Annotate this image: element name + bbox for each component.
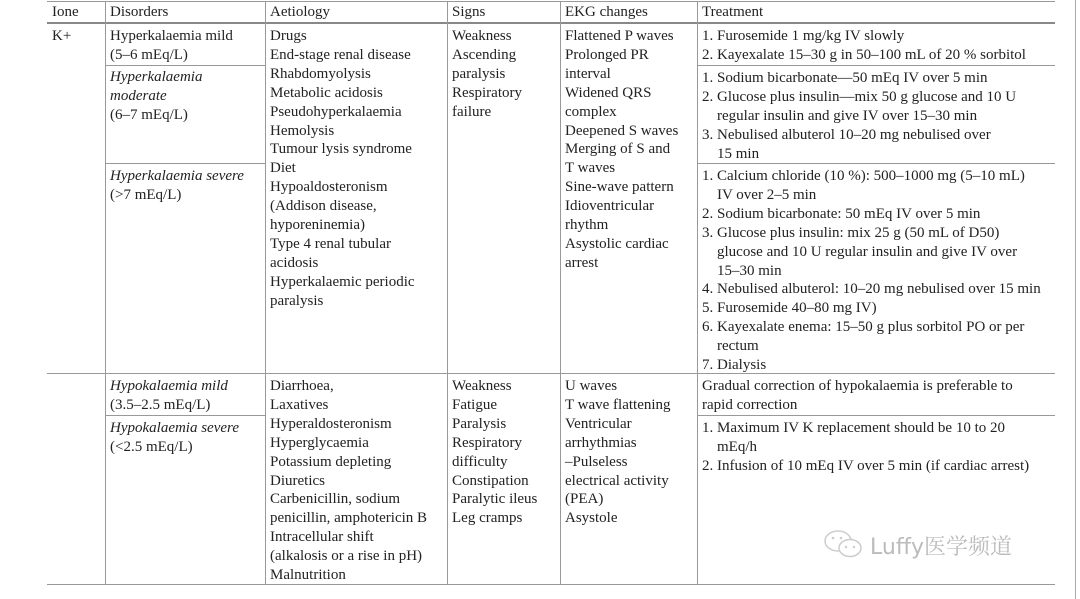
cell-line: Diarrhoea, [270,378,334,394]
disorder-hyper-severe [105,165,249,207]
hyper-treatment-mild [697,25,1031,67]
cell-line: 1. Calcium chloride (10 %): 500–1000 mg (5–10 mL) [702,168,1025,184]
cell-line: Drugs [270,28,307,44]
cell-line: Gradual correction of hypokalaemia is preferable to [702,378,1013,394]
cell-line: regular insulin and give IV over 15–30 min [717,107,978,124]
cell-line: T waves [565,160,616,177]
cell-line: 4. Nebulised albuterol: 10–20 mg nebulised over 15 min [702,281,1041,298]
cell-line: Weakness [452,378,512,394]
cell-line: Fatigue [452,396,497,413]
watermark [822,528,1012,562]
cell-line: Carbenicillin, sodium [270,491,400,508]
cell-line: Metabolic acidosis [270,84,383,101]
cell-line: complex [565,103,617,120]
disorder-hypo-severe [105,417,244,459]
cell-line: failure [452,103,492,120]
cell-line: 6. Kayexalate enema: 15–50 g plus sorbitol PO or per [702,319,1025,336]
cell-line: Hypoaldosteronism [270,179,388,196]
cell-line: Ascending [452,46,517,63]
header-rule [47,22,1055,24]
cell-line: U waves [565,378,618,394]
disorder-range: (3.5–2.5 mEq/L) [110,396,211,413]
disorder-hyper-mild [105,25,238,67]
cell-line: 15 min [717,145,760,162]
cell-line: End-stage renal disease [270,46,411,63]
cell-line: Pseudohyperkalaemia [270,103,402,120]
cell-line: hyporeninemia) [270,217,365,234]
cell-line: Rhabdomyolysis [270,65,371,82]
disorder-range: (<2.5 mEq/L) [110,438,193,455]
cell-line: Leg cramps [452,510,523,527]
cell-line: rapid correction [702,396,798,413]
cell-line: Laxatives [270,396,329,413]
hyper-aetiology [265,25,420,313]
cell-line: Type 4 renal tubular [270,235,391,252]
cell-line: paralysis [270,292,324,309]
cell-line: T wave flattening [565,396,671,413]
disorder-range: (6–7 mEq/L) [110,106,188,123]
cell-line: Hyperglycaemia [270,434,369,451]
cell-line: Intracellular shift [270,529,374,546]
header-aetiology: Aetiology [270,4,330,20]
disorder-hypo-mild [105,375,233,417]
cell-line: Potassium depleting [270,453,392,470]
cell-line: 1. Furosemide 1 mg/kg IV slowly [702,28,905,44]
cell-line: arrest [565,254,599,271]
cell-line: Widened QRS [565,84,652,101]
cell-line: 2. Sodium bicarbonate: 50 mEq IV over 5 min [702,205,981,222]
cell-line: Flattened P waves [565,28,674,44]
cell-line: 5. Furosemide 40–80 mg IV) [702,300,877,317]
hyper-ekg [560,25,683,275]
cell-line: rhythm [565,217,609,234]
cell-line: (PEA) [565,491,604,508]
disorder-range: (5–6 mEq/L) [110,46,188,63]
subrow-divider [105,163,265,164]
cell-line: difficulty [452,453,508,470]
hyper-treatment-severe [697,165,1046,377]
cell-line: acidosis [270,254,319,271]
header-ekg: EKG changes [565,4,648,20]
hyper-treatment-moderate [697,67,1021,166]
cell-line: Sine-wave pattern [565,179,674,196]
cell-line: rectum [717,338,759,355]
cell-line: Weakness [452,28,512,44]
cell-line: IV over 2–5 min [717,186,817,203]
ion-label: K+ [52,28,72,44]
hyper-signs [447,25,527,124]
cell-line: interval [565,65,611,82]
cell-line: 1. Sodium bicarbonate—50 mEq IV over 5 min [702,70,988,86]
hypo-treatment-severe [697,417,1034,478]
cell-line: Respiratory [452,84,522,101]
watermark-text: Luffy医学频道 [870,534,1012,560]
cell-line: 2. Glucose plus insulin—mix 50 g glucose and 10 U [702,88,1017,105]
cell-line: Hyperkalaemic periodic [270,273,415,290]
cell-line: Deepened S waves [565,122,679,139]
cell-line: paralysis [452,65,506,82]
cell-line: Constipation [452,472,529,489]
header-ione: Ione [52,4,79,20]
cell-line: 15–30 min [717,262,782,279]
disorder-name: Hypokalaemia mild [110,378,228,394]
disorder-name: Hyperkalaemia severe [110,168,244,184]
disorder-hyper-moderate [105,66,265,127]
cell-line: glucose and 10 U regular insulin and give IV over [717,243,1018,260]
cell-line: Diet [270,160,296,177]
cell-line: 2. Kayexalate 15–30 g in 50–100 mL of 20 % sorbitol [702,46,1026,63]
cell-line: arrhythmias [565,434,637,451]
wechat-icon [822,528,866,562]
hypo-signs [447,375,542,530]
cell-line: mEq/h [717,438,757,455]
cell-line: Asystole [565,510,618,527]
cell-line: penicillin, amphotericin B [270,510,428,527]
cell-line: (alkalosis or a rise in pH) [270,548,423,565]
cell-line: Paralytic ileus [452,491,538,508]
cell-line: Tumour lysis syndrome [270,141,412,158]
disorder-name: Hyperkalaemia mild [110,28,233,44]
header-disorders: Disorders [110,4,169,20]
disorder-name: Hyperkalaemia moderate [110,69,203,104]
cell-line: Malnutrition [270,567,346,584]
hypo-aetiology [265,375,432,587]
cell-line: 7. Dialysis [702,357,767,374]
cell-line: Hyperaldosteronism [270,415,392,432]
cell-line: 3. Nebulised albuterol 10–20 mg nebulised over [702,126,991,143]
cell-line: Ventricular [565,415,632,432]
header-signs: Signs [452,4,486,20]
cell-line: 1. Maximum IV K replacement should be 10 to 20 [702,420,1006,436]
hypo-ekg [560,375,676,530]
cell-line: Idioventricular [565,198,655,215]
cell-line: Asystolic cardiac [565,235,669,252]
cell-line: electrical activity [565,472,669,489]
cell-line: Respiratory [452,434,522,451]
cell-line: Prolonged PR [565,46,649,63]
cell-line: Merging of S and [565,141,671,158]
cell-line: 2. Infusion of 10 mEq IV over 5 min (if cardiac arrest) [702,457,1030,474]
top-rule [47,1,1055,2]
disorder-name: Hypokalaemia severe [110,420,239,436]
cell-line: Hemolysis [270,122,335,139]
cell-line: –Pulseless [565,453,628,470]
bottom-rule [47,584,1055,585]
cell-line: 3. Glucose plus insulin: mix 25 g (50 mL of D50) [702,224,1000,241]
disorder-range: (>7 mEq/L) [110,186,182,203]
cell-line: (Addison disease, [270,198,377,215]
header-treatment: Treatment [702,4,764,20]
cell-line: Paralysis [452,415,507,432]
hypo-treatment-mild [697,375,1018,417]
cell-line: Diuretics [270,472,325,489]
page-edge [1075,0,1076,599]
